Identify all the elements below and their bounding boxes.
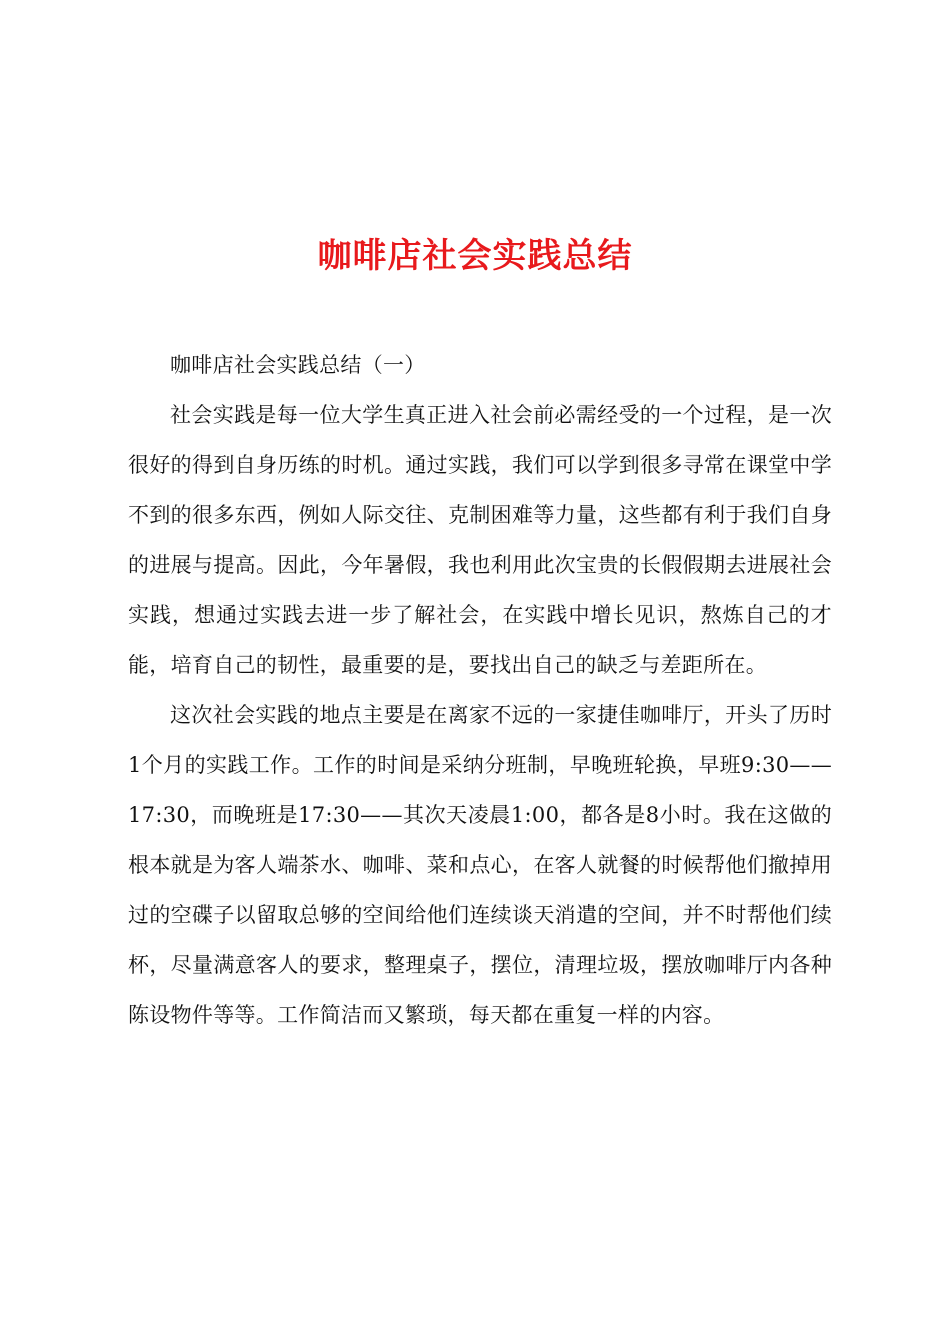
document-title: 咖啡店社会实践总结 <box>317 235 633 276</box>
paragraph-2: 这次社会实践的地点主要是在离家不远的一家捷佳咖啡厅，开头了历时1个月的实践工作。工作的时间是采纳分班制，早晚班轮换，早班9:30——17:30，而晚班是17:30——其次天凌晨1:00，都各是8小时。我在这做的根本就是为客人端茶水、咖啡、菜和点心，在客人就餐的时候帮他们撤掉用过的空碟子以留取总够的空间给他们连续谈天消遣的空间，并不时帮他们续杯，尽量满意客人的要求，整理桌子，摆位，清理垃圾，摆放咖啡厅内各种陈设物件等等。工作简洁而又繁琐，每天都在重复一样的内容。 <box>128 703 832 1027</box>
section-heading: 咖啡店社会实践总结（一） <box>170 353 426 377</box>
document-body <box>128 340 832 1040</box>
paragraph-1: 社会实践是每一位大学生真正进入社会前必需经受的一个过程，是一次很好的得到自身历练的时机。通过实践，我们可以学到很多寻常在课堂中学不到的很多东西，例如人际交往、克制困难等力量，这些都有利于我们自身的进展与提高。因此，今年暑假，我也利用此次宝贵的长假假期去进展社会实践，想通过实践去进一步了解社会，在实践中增长见识，熬炼自己的才能，培育自己的韧性，最重要的是，要找出自己的缺乏与差距所在。 <box>128 403 832 677</box>
